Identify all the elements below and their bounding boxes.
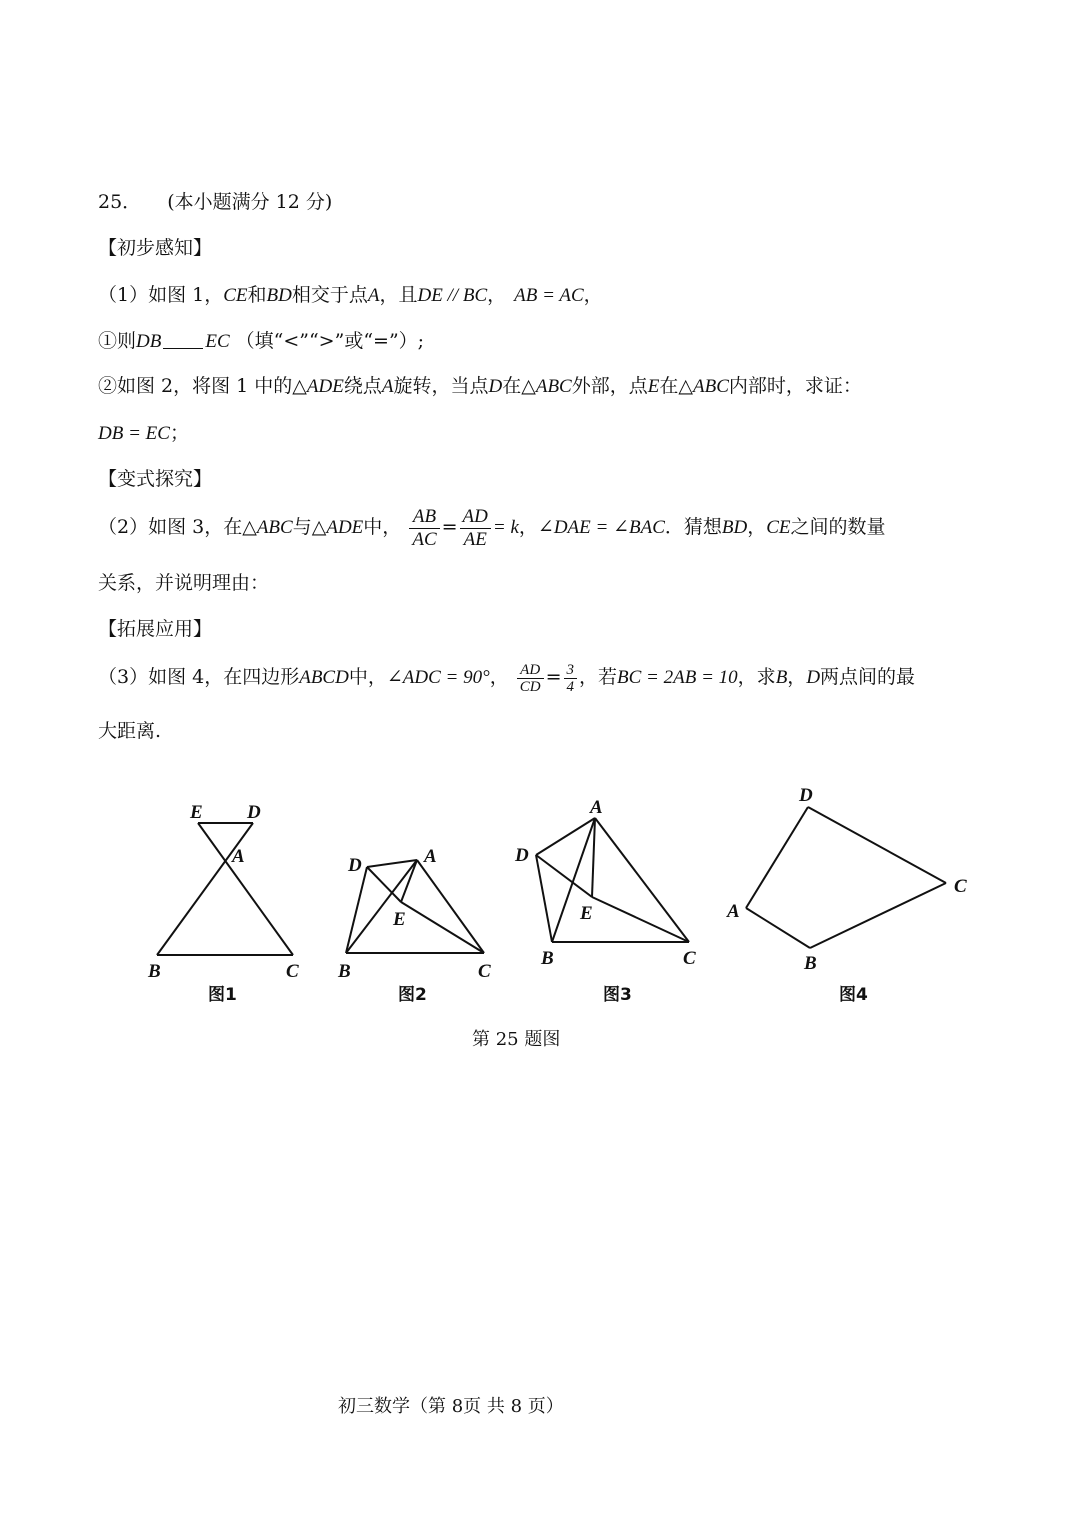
text: 之间的数量 — [790, 516, 886, 538]
fig4-caption: 图4 — [839, 985, 868, 1005]
conclusion: DB = EC — [98, 423, 170, 444]
text: ，且 — [379, 284, 418, 306]
triangle-ade: △ADE — [292, 376, 344, 397]
segment-ec — [198, 823, 293, 955]
fig3-caption: 图3 — [603, 985, 632, 1005]
fig4-label-d: D — [799, 785, 813, 806]
length-condition: BC = 2AB = 10 — [617, 667, 738, 688]
text: 在 — [502, 375, 522, 397]
section-heading-2: 【变式探究】 — [98, 468, 213, 490]
fig3-label-e: E — [580, 903, 593, 924]
ratio-k: = k — [492, 517, 519, 538]
figure-4-diagram — [746, 807, 946, 948]
text: 和 — [247, 284, 267, 306]
part2-line2: 关系，并说明理由： — [98, 572, 270, 594]
fig1-caption: 图1 — [208, 985, 237, 1005]
text: 中， — [363, 516, 402, 538]
section-heading-3: 【拓展应用】 — [98, 618, 213, 640]
fig3-label-d: D — [515, 845, 529, 866]
text: 两点间的最 — [820, 666, 916, 688]
segment-ad — [746, 807, 808, 908]
segment-ec — [401, 902, 484, 953]
numerator: 3 — [564, 662, 578, 679]
fig3-label-a: A — [590, 797, 603, 818]
figure-1-diagram — [157, 823, 293, 955]
text: ， — [583, 284, 603, 306]
fig1-label-e: E — [190, 802, 203, 823]
quadrilateral-abcd: ABCD — [299, 667, 349, 688]
segment-ce: CE — [766, 517, 791, 538]
figure-title: 第 25 题图 — [472, 1029, 561, 1050]
segment-de — [536, 855, 592, 897]
segment-de — [367, 867, 401, 902]
fig2-label-c: C — [478, 961, 491, 982]
segment-cb — [810, 883, 946, 948]
text: ， — [489, 666, 509, 688]
point-d: D — [488, 376, 503, 397]
text: 绕点 — [343, 375, 382, 397]
segment-da — [367, 860, 417, 867]
angle-condition: ∠ADC = 90° — [386, 667, 490, 688]
segment-bd: BD — [721, 517, 748, 538]
fig4-label-a: A — [727, 901, 740, 922]
equal-condition: AB = AC — [514, 285, 584, 306]
segment-bd: BD — [266, 285, 292, 306]
section-heading-1: 【初步感知】 — [98, 237, 213, 259]
point-d: D — [806, 667, 821, 688]
text: 中， — [348, 666, 387, 688]
denominator: CD — [519, 678, 541, 695]
question-number: 25． — [98, 191, 142, 213]
triangle-abc: △ABC — [521, 376, 572, 397]
segment-ba — [746, 908, 810, 948]
triangle-abc: △ABC — [242, 517, 293, 538]
text: 旋转，当点 — [393, 375, 489, 397]
fig2-caption: 图2 — [398, 985, 427, 1005]
angle-condition: ∠DAE = ∠BAC — [537, 517, 665, 538]
segment-ce: CE — [223, 285, 248, 306]
part3-line2: 大距离. — [98, 720, 162, 742]
text: （1）如图 1， — [98, 284, 224, 306]
text: ， — [747, 516, 767, 538]
segment-db — [536, 855, 552, 942]
triangle-abc: △ABC — [678, 376, 729, 397]
text: ， — [787, 666, 807, 688]
segment-ec: EC — [205, 331, 230, 352]
fig2-label-e: E — [393, 909, 406, 930]
fig1-label-c: C — [286, 961, 299, 982]
fig2-label-b: B — [338, 961, 351, 982]
text: ，若 — [579, 666, 618, 688]
numerator: AD — [517, 662, 544, 679]
text: 内部时，求证： — [728, 375, 862, 397]
question-points: (本小题满分 12 分) — [167, 191, 333, 213]
segment-db: DB — [136, 331, 162, 352]
part3-statement: （3）如图 4，在四边形ABCD中，∠ADC = 90°， $\frac{AD}{CD}$ = $\frac{3}{4}$ ，若BC = 2AB = 10，求B，D两点间的最 — [98, 661, 916, 695]
text: ①则 — [98, 330, 137, 352]
fig2-label-d: D — [348, 855, 362, 876]
numerator: AB — [409, 506, 439, 529]
numerator: AD — [460, 506, 491, 529]
part2-statement: （2）如图 3，在△ABC与△ADE中， $\frac{AB}{AC}$ = $\frac{AD}{AE}$ = k，∠DAE = ∠BAC．猜想BD，CE之间的数量 — [98, 505, 886, 550]
fig1-label-d: D — [247, 802, 261, 823]
text: ， — [518, 516, 538, 538]
figure-2-diagram — [346, 860, 484, 953]
denominator: AE — [463, 528, 487, 550]
segment-dc — [808, 807, 946, 883]
text: ， — [487, 284, 507, 306]
segment-ad — [536, 818, 595, 855]
text: 相交于点 — [291, 284, 368, 306]
segment-ae — [592, 818, 595, 897]
segment-ec — [592, 897, 689, 942]
fig1-label-b: B — [148, 961, 161, 982]
segment-db — [157, 823, 253, 955]
text: ②如图 2，将图 1 中的 — [98, 375, 293, 397]
text: 在 — [659, 375, 679, 397]
fig4-label-c: C — [954, 876, 967, 897]
fig2-label-a: A — [424, 846, 437, 867]
text: ； — [169, 422, 189, 444]
point-a: A — [381, 376, 394, 397]
text: 与 — [292, 516, 312, 538]
segment-ae — [401, 860, 417, 902]
text: ．猜想 — [664, 516, 722, 538]
point-b: B — [775, 667, 788, 688]
segment-ac — [417, 860, 484, 953]
fig3-label-c: C — [683, 948, 696, 969]
triangle-ade: △ADE — [311, 517, 364, 538]
fig3-label-b: B — [541, 948, 554, 969]
fig4-label-b: B — [804, 953, 817, 974]
fill-hint: （填“<”“>”或“=”）; — [235, 330, 425, 352]
page-footer: 初三数学（第 8页 共 8 页） — [338, 1396, 564, 1417]
parallel-condition: DE // BC — [417, 285, 488, 306]
point-a: A — [367, 285, 380, 306]
segment-ac — [595, 818, 689, 942]
text: （2）如图 3，在 — [98, 516, 243, 538]
text: （3）如图 4，在四边形 — [98, 666, 300, 688]
point-e: E — [647, 376, 660, 397]
text: ，求 — [737, 666, 776, 688]
text: 外部，点 — [571, 375, 648, 397]
denominator: AC — [412, 528, 437, 550]
denominator: 4 — [566, 678, 575, 695]
fig1-label-a: A — [232, 846, 245, 867]
figure-3-diagram — [536, 818, 689, 942]
